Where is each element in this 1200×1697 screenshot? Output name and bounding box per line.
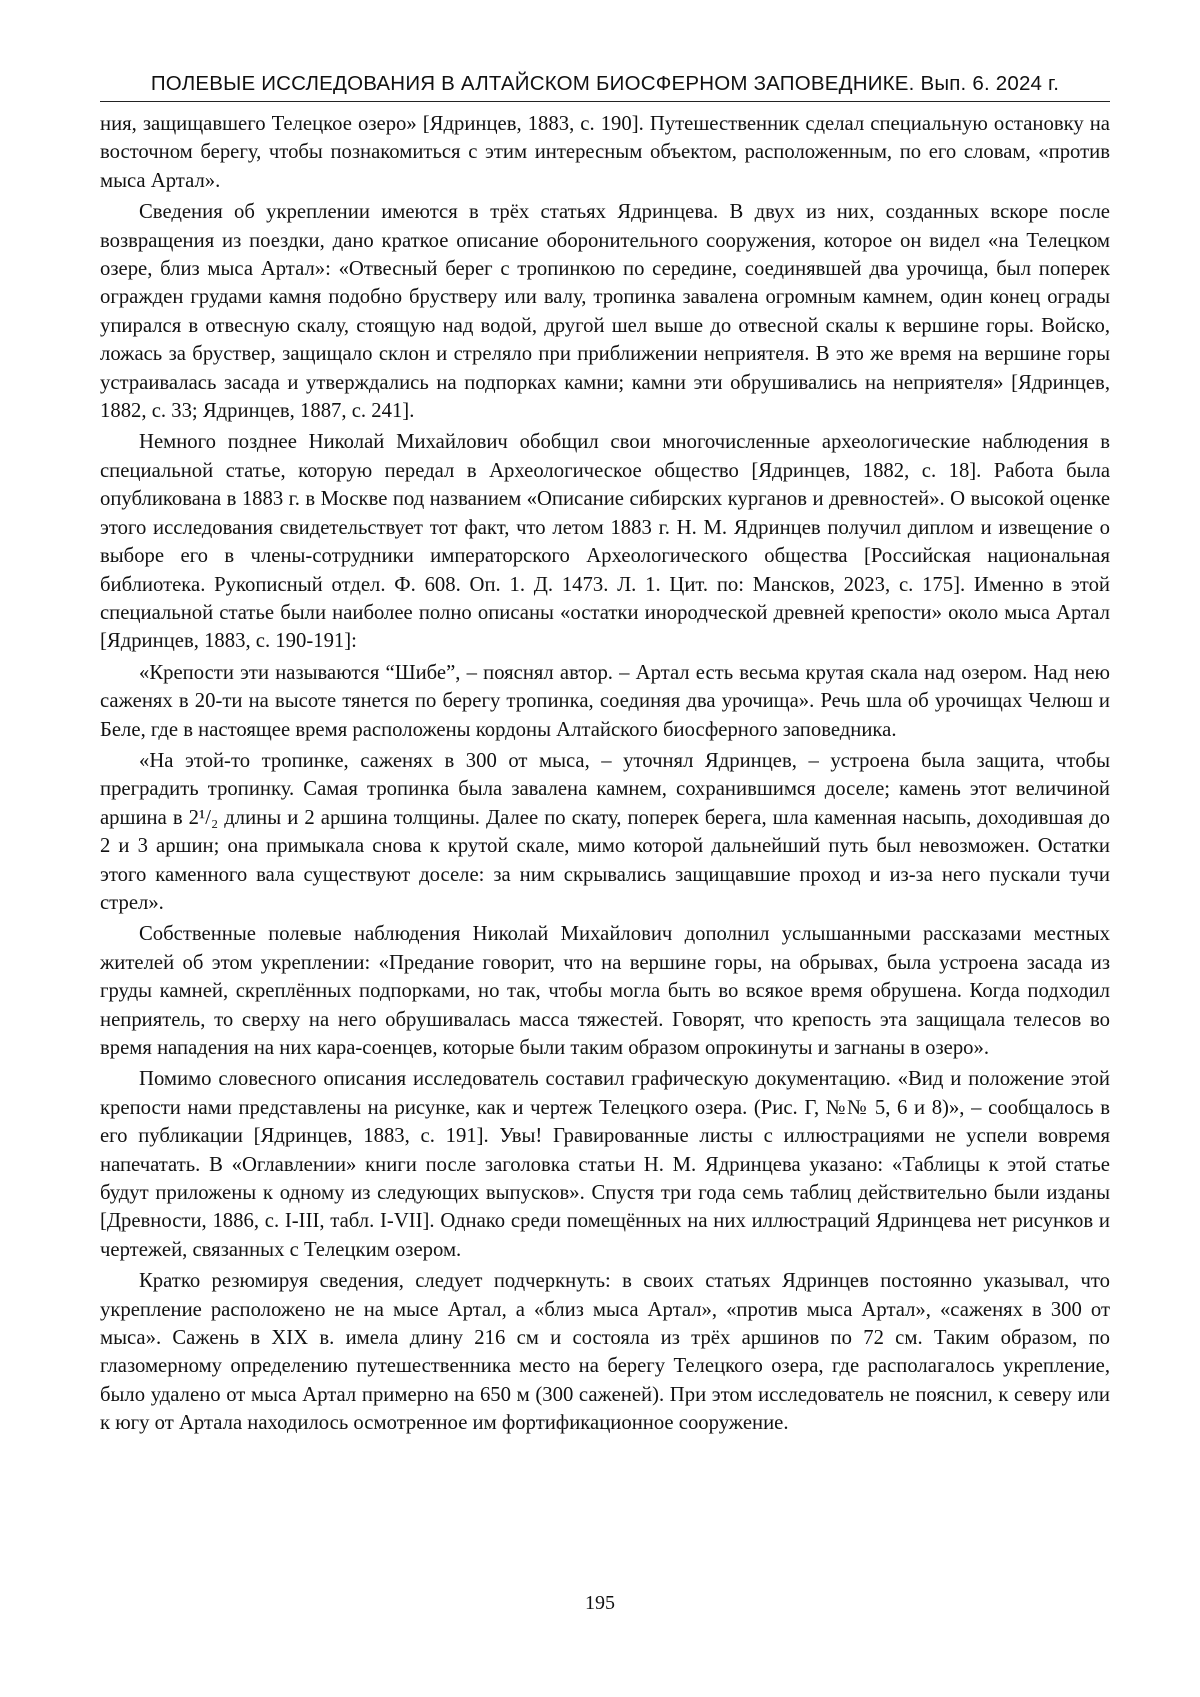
header-rule [100, 101, 1110, 102]
paragraph: Собственные полевые наблюдения Николай Михайлович дополнил услышанными рассказами местных жителей об этом укреплении: «Предание говорит, что на вершине горы, на обрывах, была устроена засада из груды камней, скреплённых подпорками, но так, чтобы могла быть во всякое время обрушена. Когда подходил неприятель, то сверху на него обрушивалась масса тяжестей. Говорят, что крепость эта защищала телесов во время нападения на них кара-соенцев, которые были таким образом опрокинуты и загнаны в озеро». [100, 923, 1110, 1059]
paragraph: «Крепости эти называются “Шибе”, – пояснял автор. – Артал есть весьма крутая скала над озером. Над нею саженях в 20-ти на высоте тянется по берегу тропинка, соединяя два урочища». Речь шла об урочищах Челюш и Беле, где в настоящее время расположены кордоны Алтайского биосферного заповедника. [100, 661, 1110, 741]
paragraph: Помимо словесного описания исследователь составил графическую документацию. «Вид и положение этой крепости нами представлены на рисунке, как и чертеж Телецкого озера. (Рис. Г, №№ 5, 6 и 8)», – сообщалось в его публикации [Ядринцев, 1883, с. 191]. Увы! Гравированные листы с иллюстрациями не успели вовремя напечатать. В «Оглавлении» книги после заголовка статьи Н. М. Ядринцева указано: «Таблицы к этой статье будут приложены к одному из следующих выпусков». Спустя три года семь таблиц действительно были изданы [Древности, 1886, с. I-III, табл. I-VII]. Однако среди помещённых на них иллюстраций Ядринцева нет рисунков и чертежей, связанных с Телецким озером. [100, 1068, 1110, 1261]
paragraph-continuation: ния, защищавшего Телецкое озеро» [Ядринцев, 1883, с. 190]. Путешественник сделал специальную остановку на восточном берегу, чтобы познакомиться с этим интересным объектом, расположенным, по его словам, «против мыса Артал». [100, 113, 1110, 192]
running-title: ПОЛЕВЫЕ ИССЛЕДОВАНИЯ В АЛТАЙСКОМ БИОСФЕРНОМ ЗАПОВЕДНИКЕ. Вып. 6. 2024 г. [150, 72, 1060, 95]
page-number: 195 [585, 1592, 615, 1614]
article-body [100, 110, 1110, 1438]
paragraph: Немного позднее Николай Михайлович обобщил свои многочисленные археологические наблюдения в специальной статье, которую передал в Археологическое общество [Ядринцев, 1882, с. 18]. Работа была опубликована в 1883 г. в Москве под названием «Описание сибирских курганов и древностей». О высокой оценке этого исследования свидетельствует тот факт, что летом 1883 г. Н. М. Ядринцев получил диплом и извещение о выборе его в члены-сотрудники императорского Археологического общества [Российская национальная библиотека. Рукописный отдел. Ф. 608. Оп. 1. Д. 1473. Л. 1. Цит. по: Мансков, 2023, с. 175]. Именно в этой специальной статье были наиболее полно описаны «остатки инородческой древней крепости» около мыса Артал [Ядринцев, 1883, с. 190-191]: [100, 431, 1110, 653]
paragraph: Кратко резюмируя сведения, следует подчеркнуть: в своих статьях Ядринцев постоянно указывал, что укрепление расположено не на мысе Артал, а «близ мыса Артал», «против мыса Артал», «саженях в 300 от мыса». Сажень в XIX в. имела длину 216 см и состояла из трёх аршинов по 72 см. Таким образом, по глазомерному определению путешественника место на берегу Телецкого озера, где располагалось укрепление, было удалено от мыса Артал примерно на 650 м (300 саженей). При этом исследователь не пояснил, к северу или к югу от Артала находилось осмотренное им фортификационное сооружение. [100, 1270, 1110, 1435]
paragraph: «На этой-то тропинке, саженях в 300 от мыса, – уточнял Ядринцев, – устроена была защита, чтобы преградить тропинку. Самая тропинка была завалена камнем, сохранившимся доселе; камень этот величиной аршина в 2¹/₂ длины и 2 аршина толщины. Далее по скату, поперек берега, шла каменная насыпь, доходившая до 2 и 3 аршин; она примыкала снова к крутой скале, мимо которой дальнейший путь был невозможен. Остатки этого каменного вала существуют доселе: за ним скрывались защищавшие проход и из-за него пускали тучи стрел». [100, 749, 1110, 914]
paragraph: Сведения об укреплении имеются в трёх статьях Ядринцева. В двух из них, созданных вскоре после возвращения из поездки, дано краткое описание оборонительного сооружения, которое он видел «на Телецком озере, близ мыса Артал»: «Отвесный берег с тропинкою по середине, соединявшей два урочища, был поперек огражден грудами камня подобно брустверу или валу, тропинка завалена огромным камнем, один конец ограды упирался в отвесную скалу, стоящую над водой, другой шел выше до отвесной скалы к вершине горы. Войско, ложась за бруствер, защищало склон и стреляло при приближении неприятеля. В это же время на вершине горы устраивалась засада и утверждались на подпорках камни; камни эти обрушивались на неприятеля» [Ядринцев, 1882, с. 33; Ядринцев, 1887, с. 241]. [100, 201, 1110, 423]
